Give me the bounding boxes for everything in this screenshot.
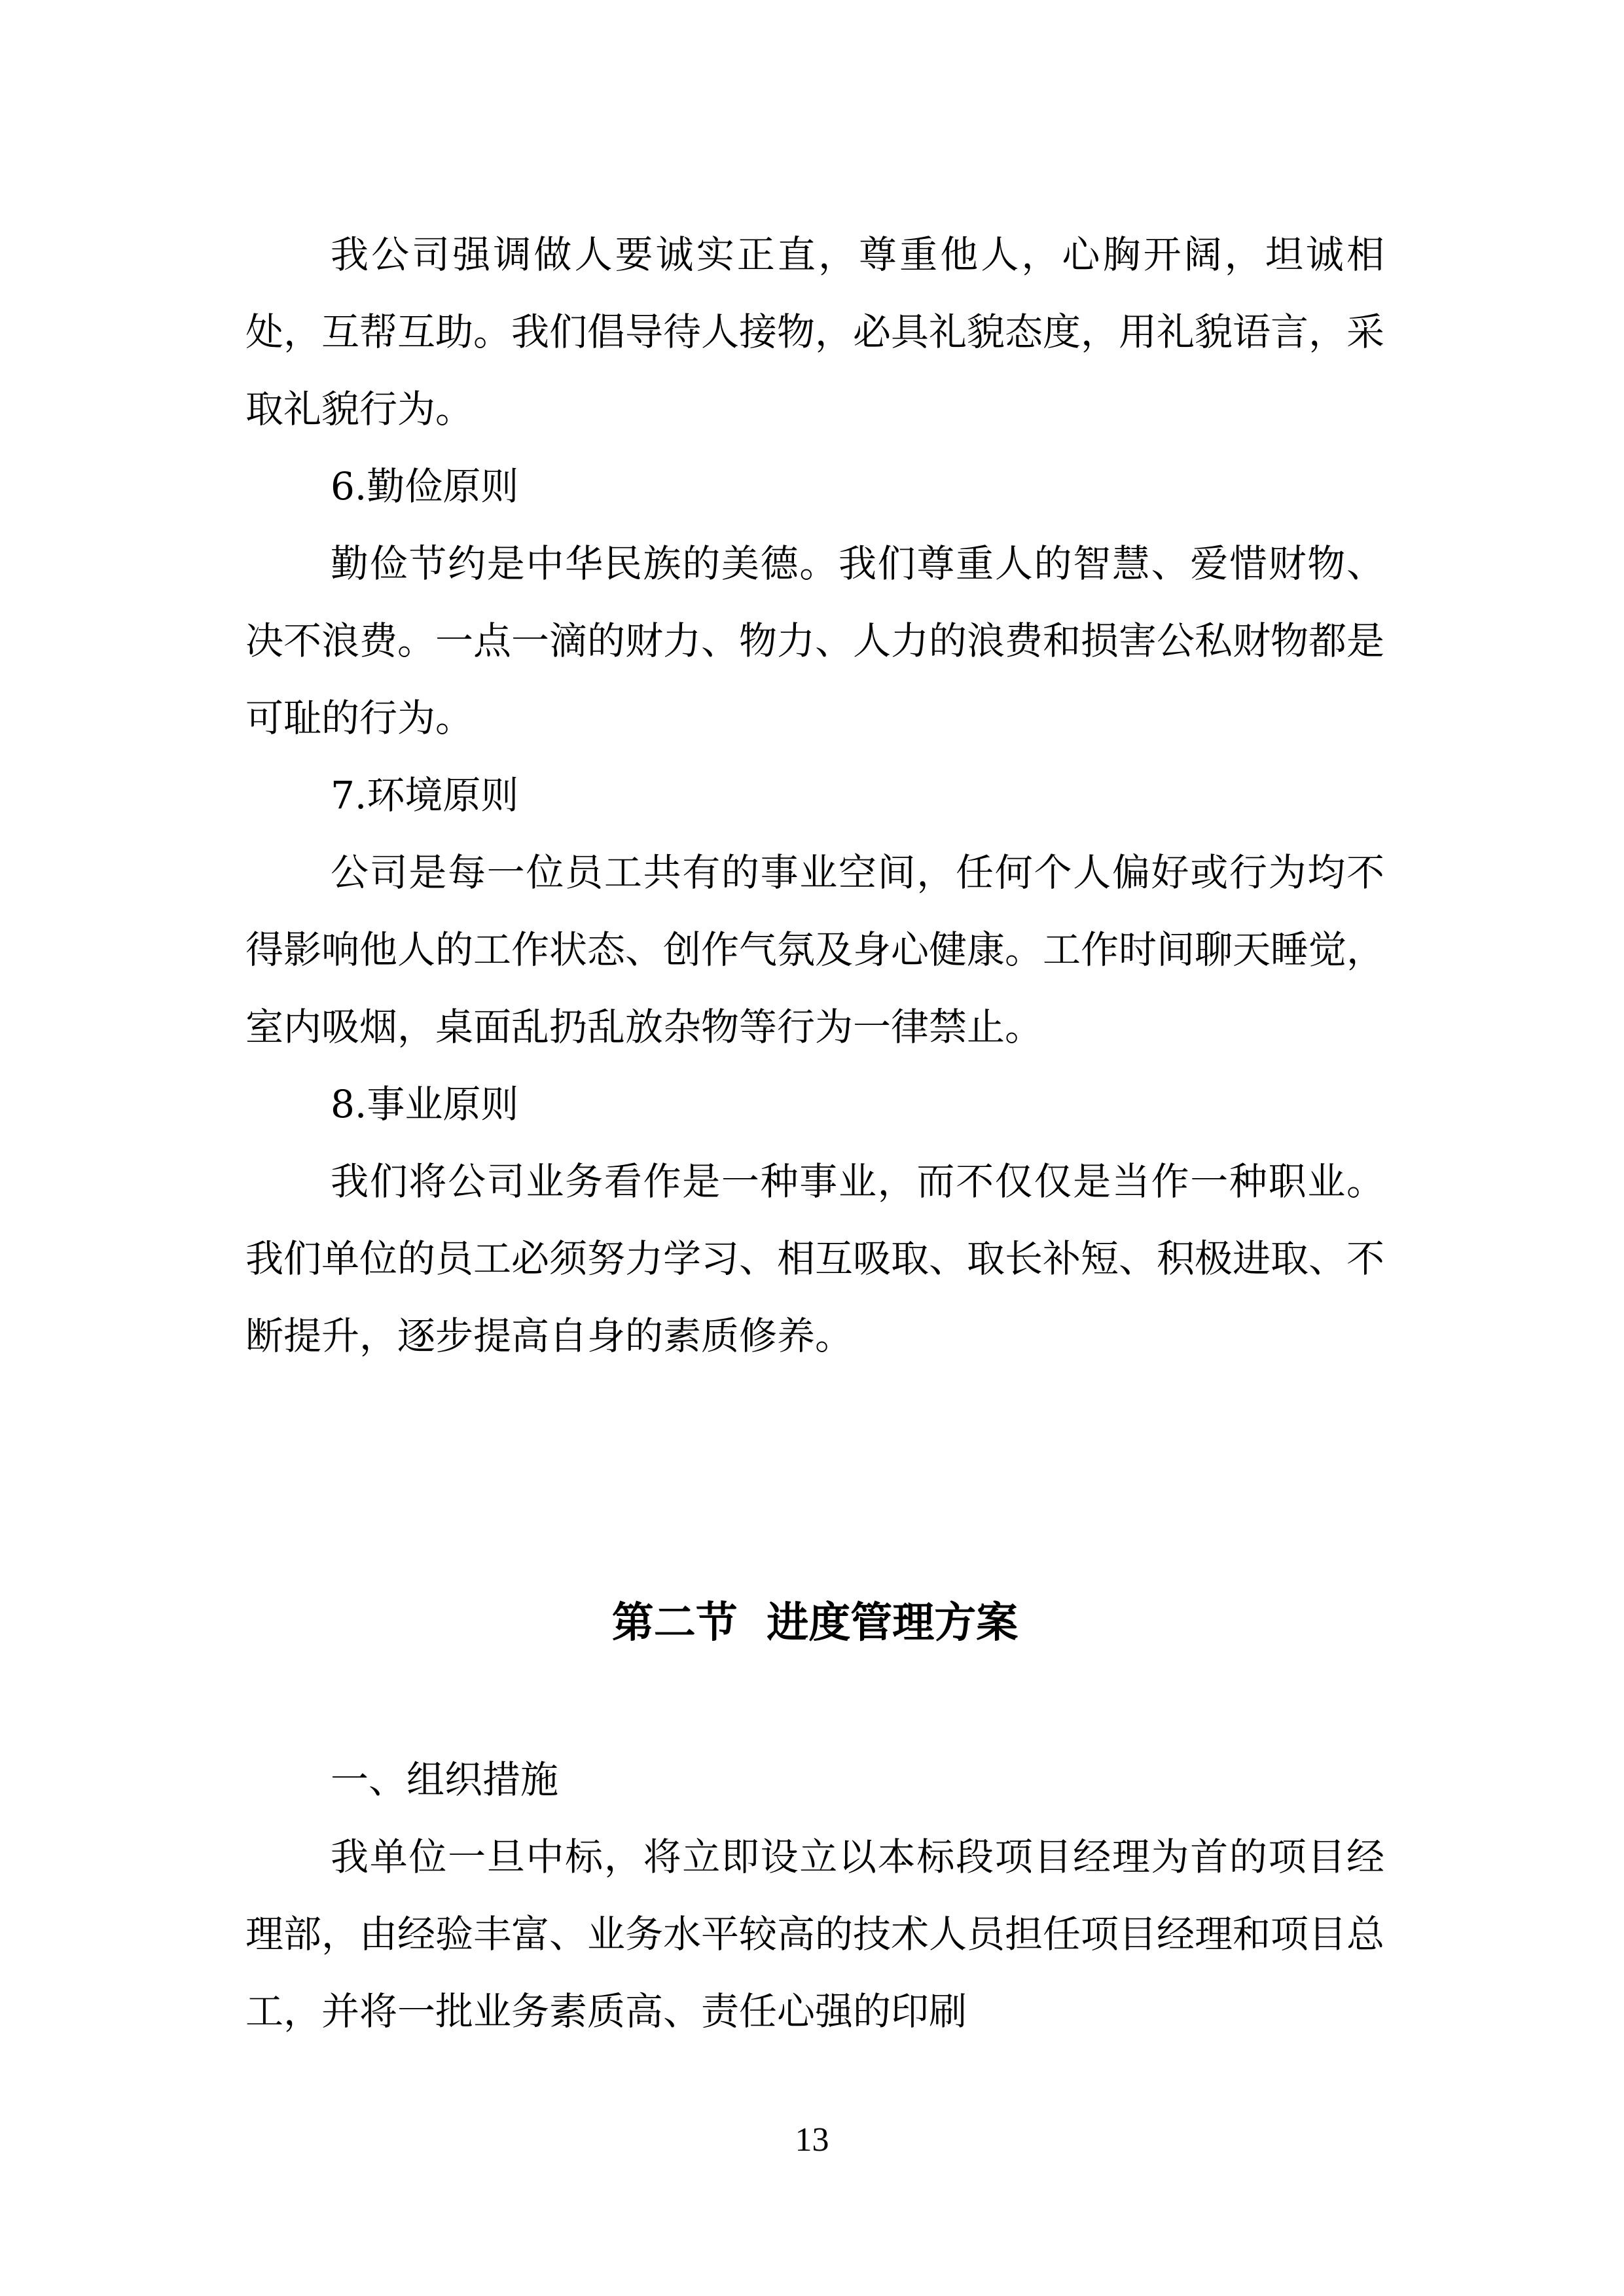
- page-number: 13: [795, 2121, 829, 2159]
- heading-career-principle: 8.事业原则: [331, 1082, 519, 1126]
- paragraph-environment: 公司是每一位员工共有的事业空间，任何个人偏好或行为均不得影响他人的工作状态、创作气氛及身心健康。工作时间聊天睡觉，室内吸烟，桌面乱扔乱放杂物等行为一律禁止。: [245, 850, 1385, 1049]
- paragraph-career: 我们将公司业务看作是一种事业，而不仅仅是当作一种职业。我们单位的员工必须努力学习、相互吸取、取长补短、积极进取、不断提升，逐步提高自身的素质修养。: [245, 1159, 1385, 1358]
- section-title-wrap: [245, 1584, 1384, 1662]
- paragraph-organization: 我单位一旦中标，将立即设立以本标段项目经理为首的项目经理部，由经验丰富、业务水平较高的技术人员担任项目经理和项目总工，并将一批业务素质高、责任心强的印刷: [245, 1835, 1385, 2034]
- heading-environment-principle: 7.环境原则: [331, 773, 519, 817]
- paragraph-courtesy: 我公司强调做人要诚实正直，尊重他人，心胸开阔，坦诚相处，互帮互助。我们倡导待人接物，必具礼貌态度，用礼貌语言，采取礼貌行为。: [245, 232, 1385, 431]
- heading-thrift-principle: 6.勤俭原则: [331, 464, 519, 509]
- heading-organization-measures: 一、组织措施: [331, 1757, 559, 1802]
- body-text-top: [245, 216, 1384, 1374]
- section-title: 第二节 进度管理方案: [611, 1598, 1019, 1647]
- paragraph-thrift: 勤俭节约是中华民族的美德。我们尊重人的智慧、爱惜财物、决不浪费。一点一滴的财力、物力、人力的浪费和损害公私财物都是可耻的行为。: [245, 541, 1385, 740]
- body-text-bottom: [245, 1741, 1384, 2050]
